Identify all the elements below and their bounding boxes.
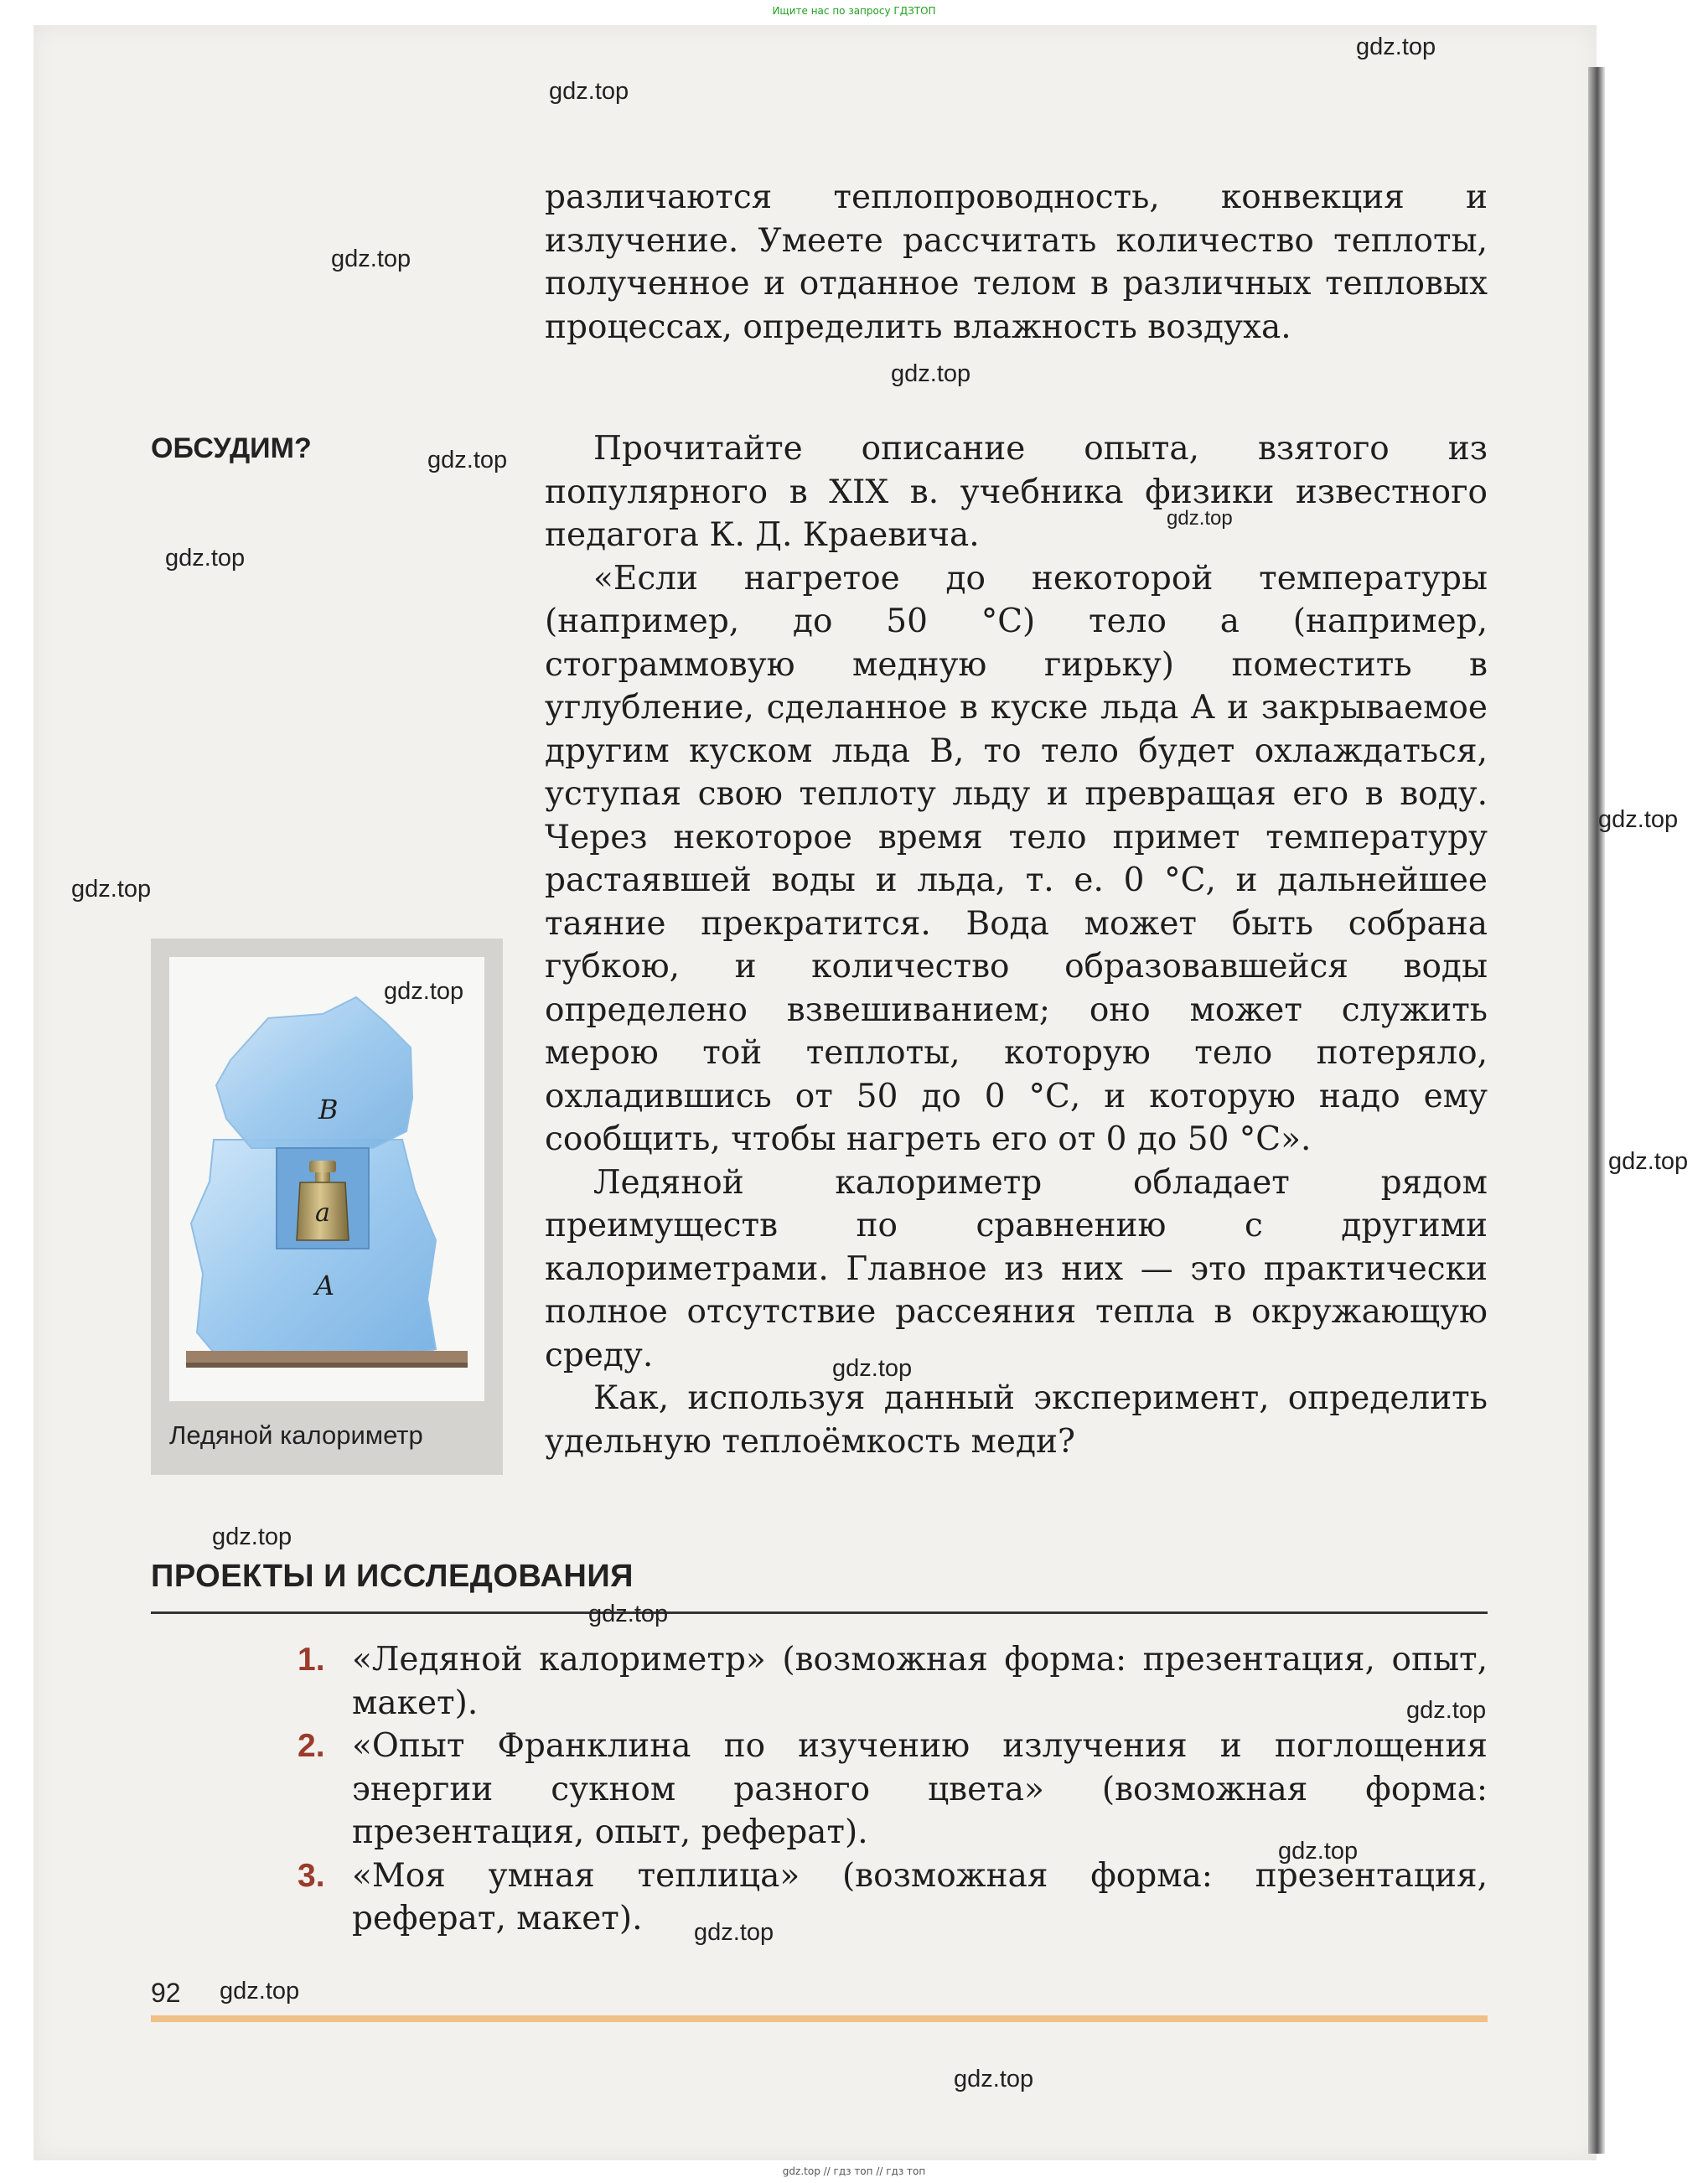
bottom-note: gdz.top // гдз топ // гдз топ (782, 2165, 926, 2177)
watermark: gdz.top (165, 545, 246, 572)
weight-neck (315, 1172, 330, 1182)
quote-paragraph: «Если нагретое до некоторой температуры (например, до 50 °С) тело a (например, стограммовую медную гирьку) поместить в углубление, сделанное в куске льда A и закрываемое другим куском льда B, то тело будет охлаждаться, уступая свою теплоту льду и превращая его в воду. Через некоторое время тело примет температуру растаявшей воды и льда, т. е. 0 °С, и дальнейшее таяние прекратится. Вода может быть собрана губкою, и количество образовавшейся воды определено взвешиванием; оно может служить мерою той теплоты, которую тело потеряло, охладившись от 50 до 0 °С, и которую надо ему сообщить, чтобы нагреть его от 0 до 50 °С». (545, 559, 1488, 1158)
label-a-small: a (315, 1198, 330, 1228)
projects-list (151, 1638, 1488, 1941)
watermark: gdz.top (891, 360, 971, 387)
watermark: gdz.top (1406, 1697, 1487, 1724)
intro-paragraph (545, 176, 1488, 349)
project-text: «Опыт Франклина по изучению излучения и поглощения энергии сукном разного цвета» (возможная форма: презентация, опыт, реферат). (352, 1727, 1488, 1851)
project-number: 1. (298, 1642, 325, 1678)
watermark: gdz.top (1278, 1838, 1359, 1865)
footer-rule (151, 2015, 1488, 2022)
watermark: gdz.top (1608, 1148, 1689, 1175)
discuss-body (545, 427, 1488, 1463)
project-text: «Моя умная теплица» (возможная форма: презентация, реферат, макет). (352, 1856, 1488, 1937)
projects-rule (151, 1611, 1488, 1614)
calorimeter-advantages-paragraph: Ледяной калориметр обладает рядом преимуществ по сравнению с другими калориметрами. Главное из них — это практически полное отсутствие рассеяния тепла в окружающую среду. (545, 1163, 1488, 1374)
watermark: gdz.top (1598, 806, 1679, 833)
watermark: gdz.top (832, 1355, 913, 1382)
watermark: gdz.top (694, 1919, 774, 1946)
watermark: gdz.top (1167, 507, 1233, 530)
project-number: 2. (298, 1728, 325, 1764)
project-number: 3. (298, 1857, 325, 1894)
watermark: gdz.top (220, 1978, 300, 2005)
question-paragraph: Как, используя данный эксперимент, определить удельную теплоёмкость меди? (545, 1379, 1488, 1461)
base-shadow (186, 1363, 468, 1368)
ice-calorimeter-illustration (151, 939, 503, 1475)
project-item (151, 1638, 1488, 1725)
page-number: 92 (151, 1978, 181, 2008)
weight-knob (309, 1161, 336, 1172)
intro-text: различаются теплопроводность, конвекция и излучение. Умеете рассчитать количество теплоты, полученное и отданное телом в различных тепловых процессах, определить влажность воздуха. (545, 178, 1488, 346)
book-spine-shadow (1588, 67, 1605, 2154)
ice-calorimeter-figure (151, 939, 503, 1475)
discuss-heading: ОБСУДИМ? (151, 432, 312, 464)
ice-block-b (216, 997, 412, 1148)
project-text: «Ледяной калориметр» (возможная форма: презентация, опыт, макет). (352, 1641, 1488, 1722)
watermark: gdz.top (1356, 34, 1436, 60)
wooden-base (186, 1351, 468, 1364)
top-search-note: Ищите нас по запросу ГДЗТОП (772, 5, 936, 17)
projects-heading: ПРОЕКТЫ И ИССЛЕДОВАНИЯ (151, 1559, 634, 1594)
watermark: gdz.top (384, 978, 464, 1005)
label-b: B (318, 1094, 339, 1125)
watermark: gdz.top (954, 2066, 1034, 2092)
watermark: gdz.top (331, 246, 411, 272)
watermark: gdz.top (427, 447, 508, 473)
watermark: gdz.top (549, 78, 629, 105)
watermark: gdz.top (212, 1523, 292, 1550)
project-item (151, 1855, 1488, 1941)
figure-caption: Ледяной калориметр (169, 1420, 423, 1450)
label-a-capital: A (315, 1270, 335, 1301)
discuss-paragraph: Прочитайте описание опыта, взятого из популярного в XIX в. учебника физики известного педагога К. Д. Краевича. (545, 430, 1488, 554)
watermark: gdz.top (71, 876, 152, 903)
watermark: gdz.top (588, 1601, 669, 1627)
project-item (151, 1725, 1488, 1855)
